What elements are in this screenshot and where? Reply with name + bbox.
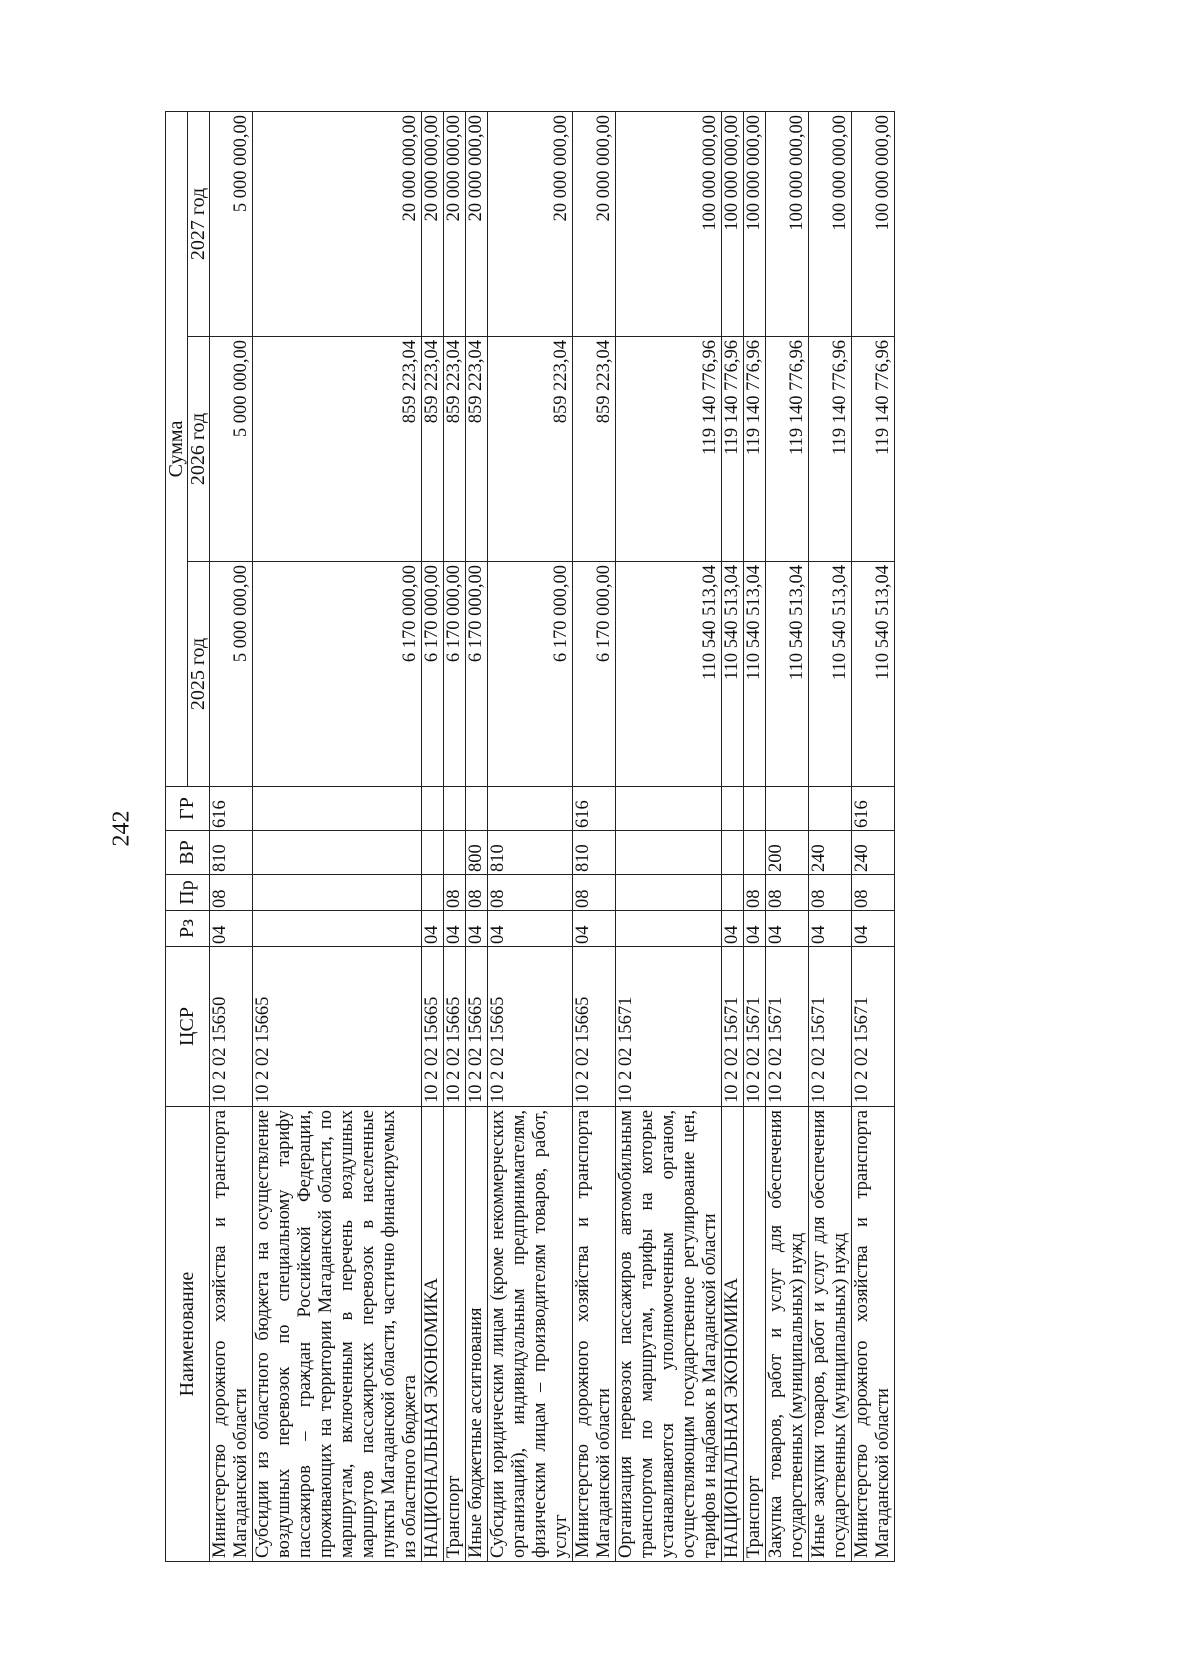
- cell-pr: 08: [809, 875, 852, 911]
- cell-csr: 10 2 02 15665: [488, 947, 573, 1107]
- header-csr: ЦСР: [166, 947, 210, 1107]
- cell-2026: 859 223,04: [488, 337, 573, 562]
- cell-2025: 110 540 513,04: [809, 562, 852, 787]
- header-pr: Пр: [166, 875, 210, 911]
- cell-2027: 100 000 000,00: [744, 111, 766, 336]
- cell-name: Закупка товаров, работ и услуг для обеспечения государственных (муниципальных) нужд: [766, 1107, 809, 1562]
- cell-2027: 20 000 000,00: [573, 111, 616, 336]
- cell-pr: 08: [744, 875, 766, 911]
- header-sum: Сумма: [166, 111, 188, 786]
- cell-rz: 04: [722, 911, 744, 947]
- cell-name: Иные закупки товаров, работ и услуг для обеспечения государственных (муниципальных) нужд: [809, 1107, 852, 1562]
- cell-2025: 110 540 513,04: [766, 562, 809, 787]
- cell-2026: 859 223,04: [573, 337, 616, 562]
- cell-csr: 10 2 02 15671: [744, 947, 766, 1107]
- cell-name: Министерство дорожного хозяйства и транспорта Магаданской области: [210, 1107, 253, 1562]
- cell-2026: 859 223,04: [422, 337, 444, 562]
- cell-pr: 08: [466, 875, 488, 911]
- cell-pr: 08: [444, 875, 466, 911]
- cell-vr: [722, 831, 744, 875]
- table-row: [616, 111, 722, 1561]
- cell-2025: 6 170 000,00: [466, 562, 488, 787]
- cell-rz: 04: [852, 911, 895, 947]
- header-2026: 2026 год: [188, 337, 210, 562]
- cell-2025: 110 540 513,04: [744, 562, 766, 787]
- cell-gr: [488, 787, 573, 831]
- cell-gr: [744, 787, 766, 831]
- cell-csr: 10 2 02 15671: [852, 947, 895, 1107]
- cell-pr: [722, 875, 744, 911]
- cell-gr: 616: [573, 787, 616, 831]
- cell-2025: 5 000 000,00: [210, 562, 253, 787]
- cell-vr: [422, 831, 444, 875]
- cell-pr: 08: [210, 875, 253, 911]
- cell-2026: 119 140 776,96: [744, 337, 766, 562]
- cell-2025: 6 170 000,00: [422, 562, 444, 787]
- cell-csr: 10 2 02 15650: [210, 947, 253, 1107]
- cell-vr: 240: [852, 831, 895, 875]
- cell-2026: 859 223,04: [444, 337, 466, 562]
- table-row: [210, 111, 253, 1561]
- cell-csr: 10 2 02 15665: [444, 947, 466, 1107]
- cell-2025: 110 540 513,04: [616, 562, 722, 787]
- table-row: [573, 111, 616, 1561]
- cell-vr: 800: [466, 831, 488, 875]
- cell-csr: 10 2 02 15665: [253, 947, 422, 1107]
- page-number: 242: [108, 810, 135, 847]
- header-rz: Рз: [166, 911, 210, 947]
- cell-csr: 10 2 02 15665: [422, 947, 444, 1107]
- cell-pr: 08: [573, 875, 616, 911]
- cell-vr: [253, 831, 422, 875]
- cell-csr: 10 2 02 15665: [573, 947, 616, 1107]
- cell-csr: 10 2 02 15671: [809, 947, 852, 1107]
- cell-vr: [616, 831, 722, 875]
- cell-2027: 100 000 000,00: [766, 111, 809, 336]
- cell-2027: 20 000 000,00: [488, 111, 573, 336]
- cell-rz: 04: [444, 911, 466, 947]
- cell-vr: 810: [210, 831, 253, 875]
- table-row: [809, 111, 852, 1561]
- cell-pr: 08: [766, 875, 809, 911]
- table-header: [166, 111, 210, 1561]
- cell-name: Субсидии юридическим лицам (кроме некоммерческих организаций), индивидуальным предпринимателям, физическим лицам – производителям товаров, работ, услуг: [488, 1107, 573, 1562]
- cell-rz: [616, 911, 722, 947]
- cell-name: Иные бюджетные ассигнования: [466, 1107, 488, 1562]
- cell-name: Министерство дорожного хозяйства и транспорта Магаданской области: [573, 1107, 616, 1562]
- cell-2027: 20 000 000,00: [466, 111, 488, 336]
- rotated-table-container: [165, 112, 1095, 1562]
- cell-rz: 04: [766, 911, 809, 947]
- cell-pr: [253, 875, 422, 911]
- cell-2025: 6 170 000,00: [573, 562, 616, 787]
- cell-2025: 110 540 513,04: [722, 562, 744, 787]
- table-row: [422, 111, 444, 1561]
- table-body: [210, 111, 895, 1561]
- cell-gr: [766, 787, 809, 831]
- cell-gr: [253, 787, 422, 831]
- header-2025: 2025 год: [188, 562, 210, 787]
- cell-csr: 10 2 02 15671: [766, 947, 809, 1107]
- cell-2026: 859 223,04: [466, 337, 488, 562]
- cell-2027: 20 000 000,00: [253, 111, 422, 336]
- cell-pr: 08: [488, 875, 573, 911]
- cell-2027: 5 000 000,00: [210, 111, 253, 336]
- cell-rz: 04: [809, 911, 852, 947]
- table-row: [852, 111, 895, 1561]
- cell-rz: 04: [466, 911, 488, 947]
- cell-2026: 119 140 776,96: [722, 337, 744, 562]
- table-row: [722, 111, 744, 1561]
- cell-2026: 119 140 776,96: [766, 337, 809, 562]
- cell-gr: [616, 787, 722, 831]
- cell-name: Министерство дорожного хозяйства и транспорта Магаданской области: [852, 1107, 895, 1562]
- cell-gr: 616: [852, 787, 895, 831]
- cell-rz: 04: [744, 911, 766, 947]
- cell-2027: 100 000 000,00: [616, 111, 722, 336]
- cell-vr: [744, 831, 766, 875]
- cell-name: Субсидии из областного бюджета на осуществление воздушных перевозок по специальному тарифу пассажиров – граждан Российской Федерации, проживающих на территории Магаданской области, по маршрутам, включенным в перечень воздушных маршрутов пассажирских перевозок в населенные пункты Магаданской области, частично финансируемых из областного бюджета: [253, 1107, 422, 1562]
- cell-gr: [444, 787, 466, 831]
- table-row: [253, 111, 422, 1561]
- cell-2025: 6 170 000,00: [253, 562, 422, 787]
- header-vr: ВР: [166, 831, 210, 875]
- cell-name: Транспорт: [444, 1107, 466, 1562]
- cell-2026: 5 000 000,00: [210, 337, 253, 562]
- cell-rz: 04: [422, 911, 444, 947]
- cell-2026: 859 223,04: [253, 337, 422, 562]
- table-row: [444, 111, 466, 1561]
- cell-csr: 10 2 02 15665: [466, 947, 488, 1107]
- cell-2027: 100 000 000,00: [852, 111, 895, 336]
- cell-pr: 08: [852, 875, 895, 911]
- cell-name: НАЦИОНАЛЬНАЯ ЭКОНОМИКА: [722, 1107, 744, 1562]
- cell-2026: 119 140 776,96: [616, 337, 722, 562]
- cell-2025: 110 540 513,04: [852, 562, 895, 787]
- cell-2025: 6 170 000,00: [444, 562, 466, 787]
- cell-2027: 20 000 000,00: [422, 111, 444, 336]
- header-gr: ГР: [166, 787, 210, 831]
- cell-rz: 04: [488, 911, 573, 947]
- cell-csr: 10 2 02 15671: [722, 947, 744, 1107]
- header-name: Наименование: [166, 1107, 210, 1562]
- cell-2025: 6 170 000,00: [488, 562, 573, 787]
- cell-name: НАЦИОНАЛЬНАЯ ЭКОНОМИКА: [422, 1107, 444, 1562]
- cell-gr: 616: [210, 787, 253, 831]
- cell-csr: 10 2 02 15671: [616, 947, 722, 1107]
- cell-2027: 100 000 000,00: [722, 111, 744, 336]
- table-row: [744, 111, 766, 1561]
- budget-table: [165, 111, 895, 1562]
- table-row: [488, 111, 573, 1561]
- header-2027: 2027 год: [188, 111, 210, 336]
- cell-gr: [422, 787, 444, 831]
- cell-2026: 119 140 776,96: [852, 337, 895, 562]
- cell-vr: [444, 831, 466, 875]
- cell-2027: 20 000 000,00: [444, 111, 466, 336]
- cell-vr: 200: [766, 831, 809, 875]
- cell-rz: [253, 911, 422, 947]
- cell-pr: [422, 875, 444, 911]
- cell-vr: 240: [809, 831, 852, 875]
- cell-vr: 810: [488, 831, 573, 875]
- cell-gr: [466, 787, 488, 831]
- cell-gr: [722, 787, 744, 831]
- cell-name: Организация перевозок пассажиров автомобильным транспортом по маршрутам, тарифы на которые устанавливаются уполномоченным органом, осуществляющим государственное регулирование цен, тарифов и надбавок в Магаданской области: [616, 1107, 722, 1562]
- table-row: [766, 111, 809, 1561]
- cell-vr: 810: [573, 831, 616, 875]
- cell-rz: 04: [210, 911, 253, 947]
- cell-rz: 04: [573, 911, 616, 947]
- cell-2026: 119 140 776,96: [809, 337, 852, 562]
- cell-name: Транспорт: [744, 1107, 766, 1562]
- table-row: [466, 111, 488, 1561]
- cell-pr: [616, 875, 722, 911]
- cell-gr: [809, 787, 852, 831]
- cell-2027: 100 000 000,00: [809, 111, 852, 336]
